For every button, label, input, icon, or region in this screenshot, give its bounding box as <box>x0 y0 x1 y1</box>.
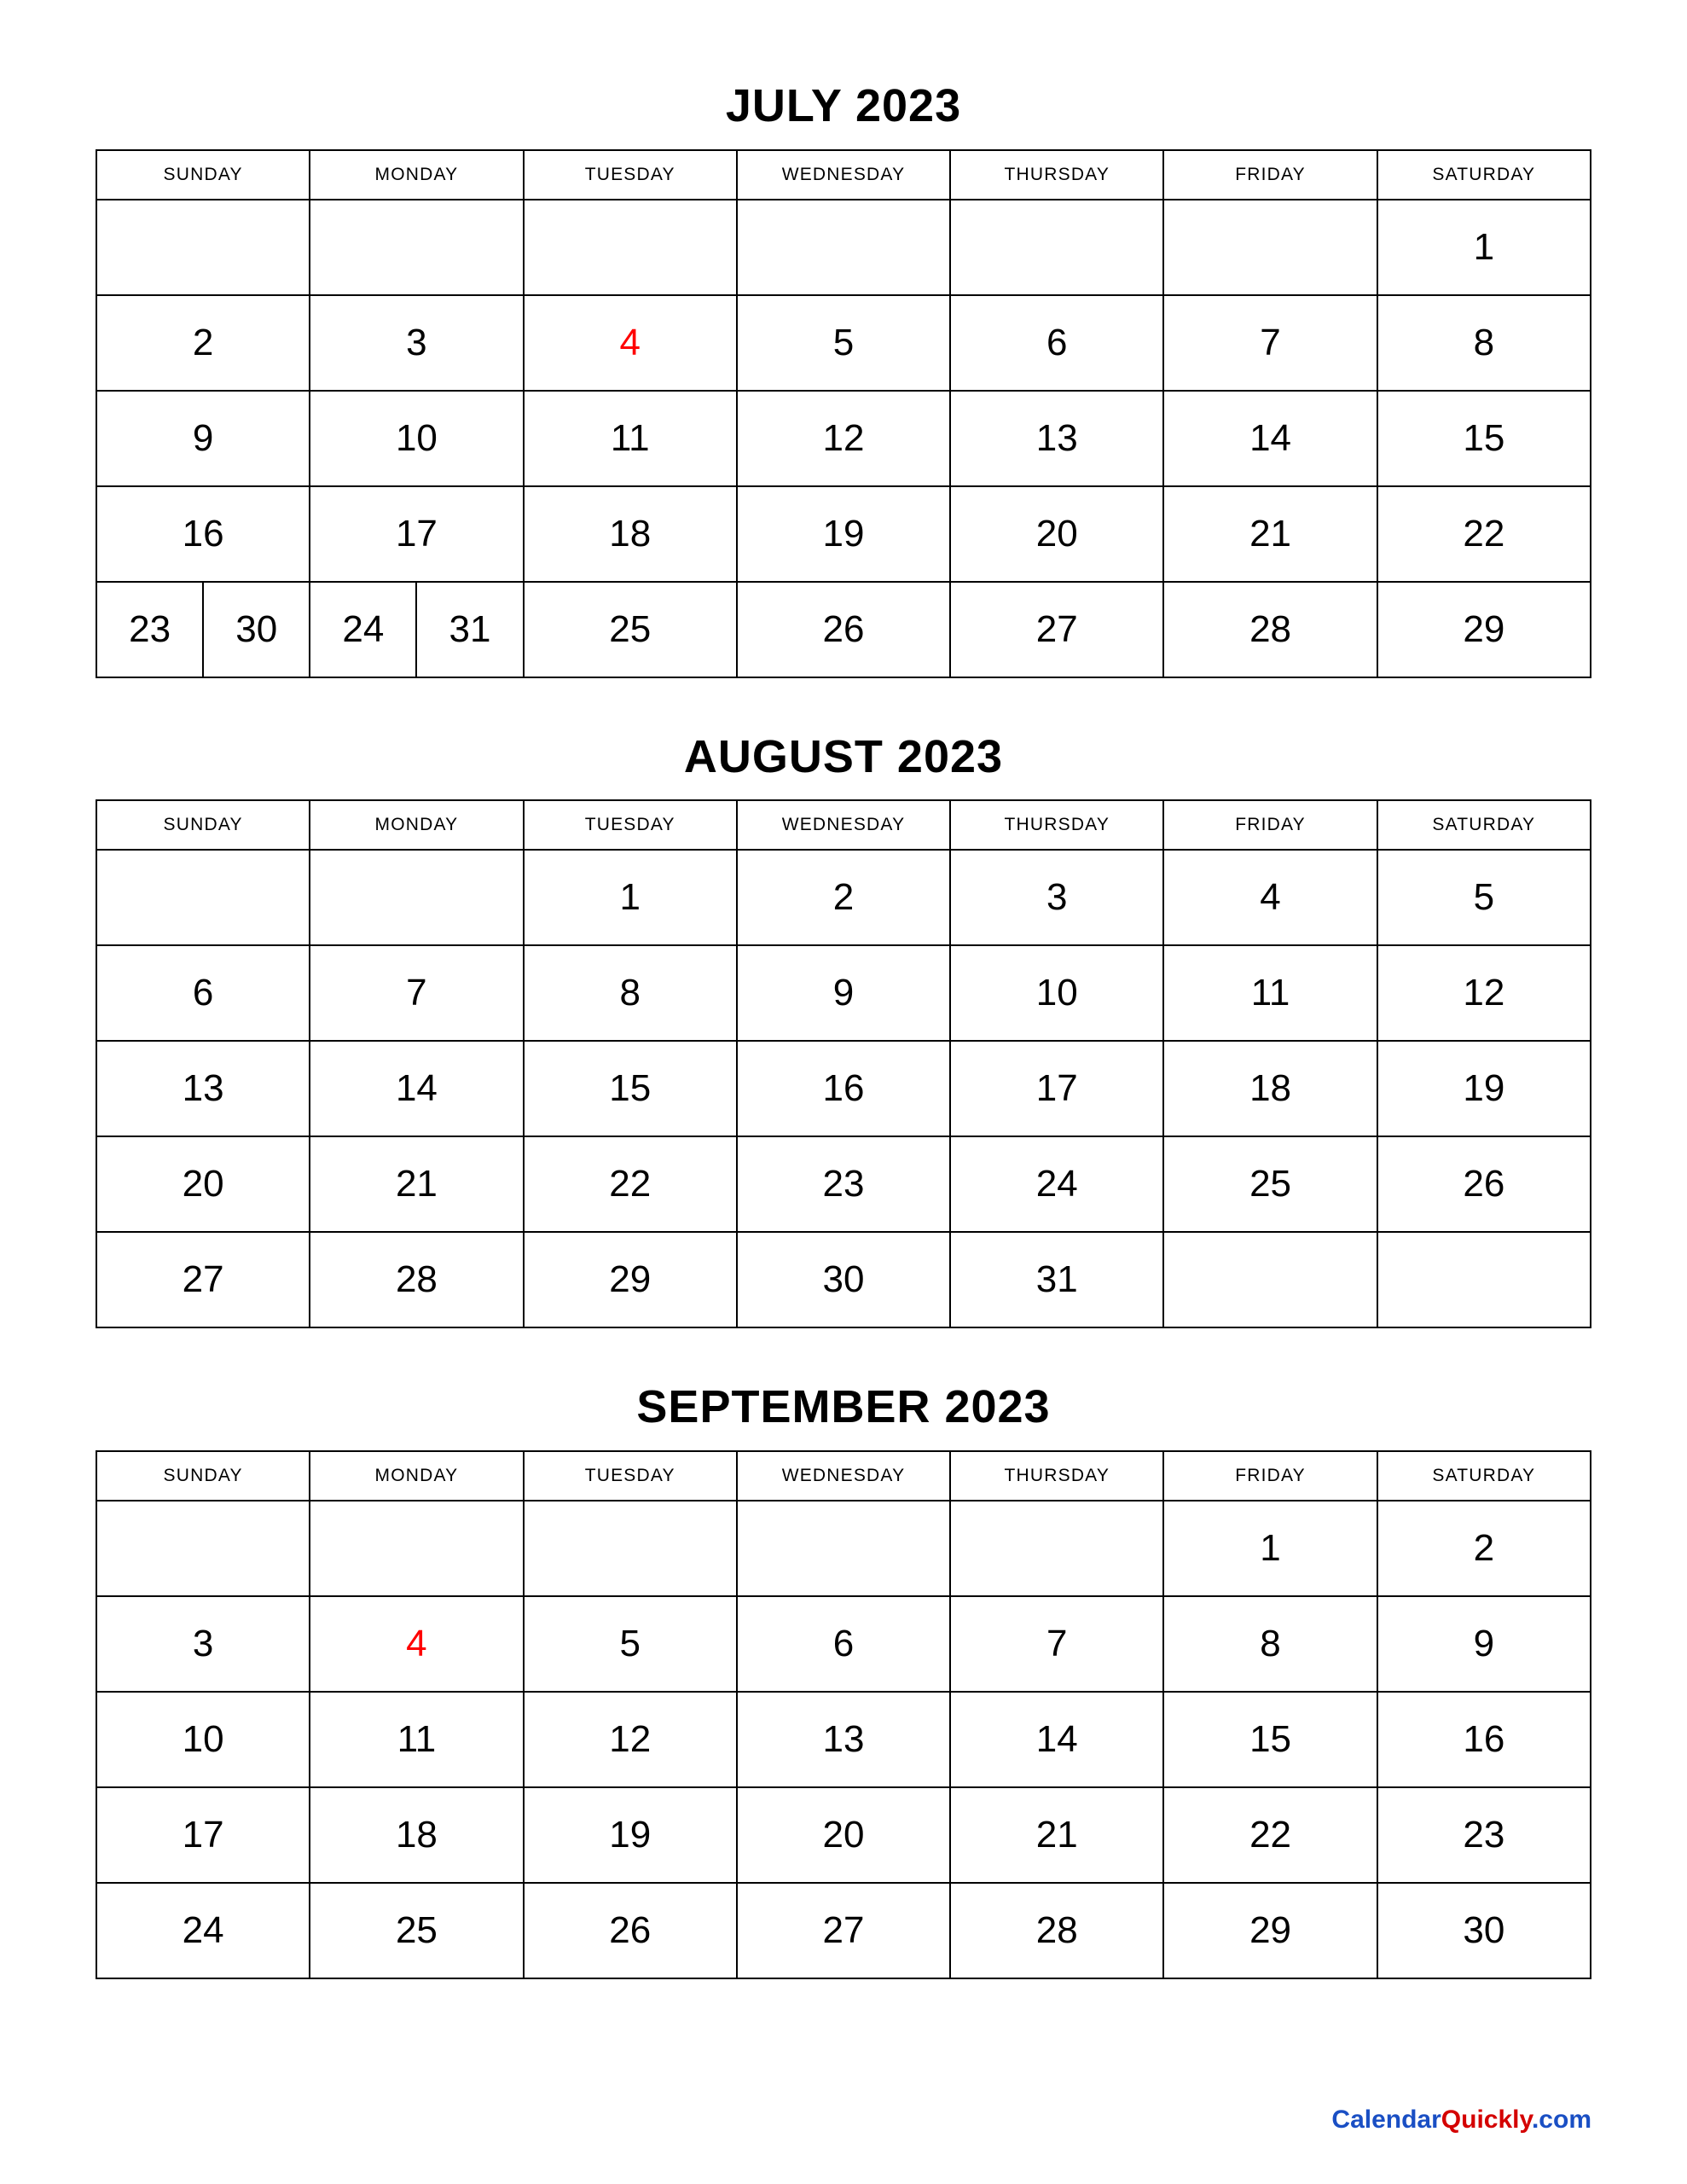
calendar-day-31[interactable]: 31 <box>950 1232 1163 1327</box>
calendar-day-20[interactable]: 20 <box>737 1787 950 1883</box>
calendar-day-3[interactable]: 3 <box>310 295 523 391</box>
calendar-week-row <box>96 850 1591 945</box>
calendar-body-july <box>96 200 1591 677</box>
calendar-week-row <box>96 1136 1591 1232</box>
calendar-table-september <box>96 1450 1591 1979</box>
calendar-day-22[interactable]: 22 <box>1377 486 1591 582</box>
weekday-header-friday: FRIDAY <box>1163 150 1377 200</box>
calendar-day-21[interactable]: 21 <box>310 1136 523 1232</box>
calendar-day-10[interactable]: 10 <box>950 945 1163 1041</box>
calendar-table-august <box>96 799 1591 1328</box>
calendar-day-29[interactable]: 29 <box>524 1232 737 1327</box>
calendar-table-july <box>96 149 1591 678</box>
calendar-day-26[interactable]: 26 <box>1377 1136 1591 1232</box>
calendar-day-3[interactable]: 3 <box>950 850 1163 945</box>
calendar-day-2[interactable]: 2 <box>737 850 950 945</box>
calendar-week-row <box>96 486 1591 582</box>
weekday-header-friday: FRIDAY <box>1163 800 1377 850</box>
calendar-day-7[interactable]: 7 <box>950 1596 1163 1692</box>
calendar-day-14[interactable]: 14 <box>310 1041 523 1136</box>
weekday-header-tuesday: TUESDAY <box>524 800 737 850</box>
weekday-header-saturday: SATURDAY <box>1377 150 1591 200</box>
calendar-day-24[interactable]: 24 <box>96 1883 310 1978</box>
calendar-day-1[interactable]: 1 <box>1163 1501 1377 1596</box>
weekday-header-friday: FRIDAY <box>1163 1451 1377 1501</box>
calendar-cell-empty <box>1163 200 1377 295</box>
calendar-day-5[interactable]: 5 <box>737 295 950 391</box>
calendar-day-23[interactable]: 23 <box>1377 1787 1591 1883</box>
calendar-day-2[interactable]: 2 <box>96 295 310 391</box>
calendar-day-15[interactable]: 15 <box>1163 1692 1377 1787</box>
calendar-day-6[interactable]: 6 <box>737 1596 950 1692</box>
calendar-day-1[interactable]: 1 <box>1377 200 1591 295</box>
calendar-day-19[interactable]: 19 <box>1377 1041 1591 1136</box>
calendar-day-30[interactable]: 30 <box>235 607 278 650</box>
month-block-september <box>96 1383 1591 1979</box>
calendar-day-23[interactable]: 23 <box>97 583 204 677</box>
branding-part-domain: .com <box>1531 2106 1591 2134</box>
calendar-week-row <box>96 1692 1591 1787</box>
calendar-day-18[interactable]: 18 <box>524 486 737 582</box>
calendar-day-3[interactable]: 3 <box>96 1596 310 1692</box>
calendar-day-7[interactable]: 7 <box>310 945 523 1041</box>
calendar-day-8[interactable]: 8 <box>1377 295 1591 391</box>
calendar-cell-split[interactable] <box>96 582 310 677</box>
weekday-header-sunday: SUNDAY <box>96 1451 310 1501</box>
calendar-day-4[interactable]: 4 <box>1163 850 1377 945</box>
calendar-cell-empty <box>1163 1232 1377 1327</box>
calendar-body-august <box>96 850 1591 1327</box>
calendar-day-18[interactable]: 18 <box>310 1787 523 1883</box>
calendar-cell-empty <box>1377 1232 1591 1327</box>
calendar-day-11[interactable]: 11 <box>524 391 737 486</box>
weekday-header-saturday: SATURDAY <box>1377 800 1591 850</box>
weekday-header-tuesday: TUESDAY <box>524 150 737 200</box>
weekday-header-row <box>96 1451 1591 1501</box>
calendar-day-20[interactable]: 20 <box>950 486 1163 582</box>
calendar-day-24[interactable]: 24 <box>310 583 417 677</box>
weekday-header-thursday: THURSDAY <box>950 150 1163 200</box>
calendar-week-row <box>96 1501 1591 1596</box>
calendar-day-25[interactable]: 25 <box>524 582 737 677</box>
calendar-day-31[interactable]: 31 <box>449 607 491 650</box>
weekday-header-monday: MONDAY <box>310 1451 523 1501</box>
calendar-day-2[interactable]: 2 <box>1377 1501 1591 1596</box>
calendar-week-row <box>96 391 1591 486</box>
calendar-day-6[interactable]: 6 <box>96 945 310 1041</box>
calendar-day-25[interactable]: 25 <box>1163 1136 1377 1232</box>
calendar-day-14[interactable]: 14 <box>1163 391 1377 486</box>
calendar-day-12[interactable]: 12 <box>737 391 950 486</box>
calendar-day-28[interactable]: 28 <box>1163 582 1377 677</box>
month-block-july <box>96 82 1591 678</box>
calendar-cell-empty <box>96 850 310 945</box>
calendar-day-30[interactable]: 30 <box>737 1232 950 1327</box>
calendar-day-9[interactable]: 9 <box>737 945 950 1041</box>
calendar-day-12[interactable]: 12 <box>524 1692 737 1787</box>
weekday-header-monday: MONDAY <box>310 800 523 850</box>
calendar-day-23[interactable]: 23 <box>737 1136 950 1232</box>
calendar-week-row <box>96 200 1591 295</box>
calendar-day-7[interactable]: 7 <box>1163 295 1377 391</box>
calendar-day-17[interactable]: 17 <box>96 1787 310 1883</box>
weekday-header-wednesday: WEDNESDAY <box>737 150 950 200</box>
calendar-day-26[interactable]: 26 <box>524 1883 737 1978</box>
calendar-day-26[interactable]: 26 <box>737 582 950 677</box>
weekday-header-thursday: THURSDAY <box>950 1451 1163 1501</box>
calendar-day-30[interactable]: 30 <box>1377 1883 1591 1978</box>
calendar-week-row <box>96 1041 1591 1136</box>
calendar-day-27[interactable]: 27 <box>950 582 1163 677</box>
calendar-day-22[interactable]: 22 <box>1163 1787 1377 1883</box>
weekday-header-saturday: SATURDAY <box>1377 1451 1591 1501</box>
calendar-day-4[interactable]: 4 <box>524 295 737 391</box>
calendar-day-29[interactable]: 29 <box>1377 582 1591 677</box>
calendar-day-27[interactable]: 27 <box>96 1232 310 1327</box>
calendar-day-28[interactable]: 28 <box>310 1232 523 1327</box>
month-title: JULY 2023 <box>725 80 962 131</box>
calendar-day-13[interactable]: 13 <box>737 1692 950 1787</box>
weekday-header-sunday: SUNDAY <box>96 800 310 850</box>
calendar-day-11[interactable]: 11 <box>310 1692 523 1787</box>
calendar-day-24[interactable]: 24 <box>950 1136 1163 1232</box>
calendar-day-6[interactable]: 6 <box>950 295 1163 391</box>
calendar-day-27[interactable]: 27 <box>737 1883 950 1978</box>
calendar-day-14[interactable]: 14 <box>950 1692 1163 1787</box>
calendar-day-13[interactable]: 13 <box>950 391 1163 486</box>
calendar-day-22[interactable]: 22 <box>524 1136 737 1232</box>
calendar-day-21[interactable]: 21 <box>1163 486 1377 582</box>
month-title: SEPTEMBER 2023 <box>636 1381 1051 1433</box>
calendar-day-4[interactable]: 4 <box>310 1596 523 1692</box>
calendar-day-9[interactable]: 9 <box>1377 1596 1591 1692</box>
calendar-cell-empty <box>96 1501 310 1596</box>
calendar-day-5[interactable]: 5 <box>1377 850 1591 945</box>
calendar-day-16[interactable]: 16 <box>1377 1692 1591 1787</box>
weekday-header-row <box>96 800 1591 850</box>
weekday-header-monday: MONDAY <box>310 150 523 200</box>
calendar-day-18[interactable]: 18 <box>1163 1041 1377 1136</box>
calendar-cell-empty <box>310 1501 523 1596</box>
calendar-day-5[interactable]: 5 <box>524 1596 737 1692</box>
calendar-cell-empty <box>310 200 523 295</box>
calendar-day-29[interactable]: 29 <box>1163 1883 1377 1978</box>
calendar-day-15[interactable]: 15 <box>524 1041 737 1136</box>
calendar-day-10[interactable]: 10 <box>310 391 523 486</box>
weekday-header-wednesday: WEDNESDAY <box>737 800 950 850</box>
weekday-header-thursday: THURSDAY <box>950 800 1163 850</box>
calendar-cell-empty <box>310 850 523 945</box>
calendar-day-12[interactable]: 12 <box>1377 945 1591 1041</box>
weekday-header-row <box>96 150 1591 200</box>
calendar-day-20[interactable]: 20 <box>96 1136 310 1232</box>
calendar-day-19[interactable]: 19 <box>737 486 950 582</box>
weekday-header-sunday: SUNDAY <box>96 150 310 200</box>
calendar-day-8[interactable]: 8 <box>1163 1596 1377 1692</box>
calendar-week-row <box>96 1883 1591 1978</box>
calendar-cell-split[interactable] <box>310 582 523 677</box>
calendar-cell-empty <box>524 200 737 295</box>
calendar-day-9[interactable]: 9 <box>96 391 310 486</box>
calendar-day-8[interactable]: 8 <box>524 945 737 1041</box>
calendar-cell-empty <box>737 1501 950 1596</box>
calendar-week-row <box>96 582 1591 677</box>
calendar-week-row <box>96 295 1591 391</box>
calendar-cell-empty <box>524 1501 737 1596</box>
calendar-day-1[interactable]: 1 <box>524 850 737 945</box>
calendar-cell-empty <box>950 1501 1163 1596</box>
calendar-week-row <box>96 1232 1591 1327</box>
calendar-day-16[interactable]: 16 <box>96 486 310 582</box>
calendar-day-11[interactable]: 11 <box>1163 945 1377 1041</box>
calendar-body-september <box>96 1501 1591 1978</box>
calendar-week-row <box>96 945 1591 1041</box>
calendar-day-28[interactable]: 28 <box>950 1883 1163 1978</box>
calendar-day-19[interactable]: 19 <box>524 1787 737 1883</box>
calendar-day-21[interactable]: 21 <box>950 1787 1163 1883</box>
weekday-header-tuesday: TUESDAY <box>524 1451 737 1501</box>
site-branding[interactable] <box>1331 2106 1591 2135</box>
calendar-day-17[interactable]: 17 <box>310 486 523 582</box>
calendar-week-row <box>96 1596 1591 1692</box>
branding-part-calendar: Calendar <box>1331 2106 1441 2134</box>
calendar-cell-empty <box>950 200 1163 295</box>
calendar-cell-empty <box>96 200 310 295</box>
month-title: AUGUST 2023 <box>683 730 1004 782</box>
calendar-day-15[interactable]: 15 <box>1377 391 1591 486</box>
weekday-header-wednesday: WEDNESDAY <box>737 1451 950 1501</box>
calendar-day-17[interactable]: 17 <box>950 1041 1163 1136</box>
calendar-cell-empty <box>737 200 950 295</box>
branding-part-quickly: Quickly <box>1441 2106 1532 2134</box>
calendar-day-10[interactable]: 10 <box>96 1692 310 1787</box>
calendar-day-25[interactable]: 25 <box>310 1883 523 1978</box>
month-block-august <box>96 730 1591 1329</box>
calendar-week-row <box>96 1787 1591 1883</box>
calendar-day-13[interactable]: 13 <box>96 1041 310 1136</box>
calendar-day-16[interactable]: 16 <box>737 1041 950 1136</box>
